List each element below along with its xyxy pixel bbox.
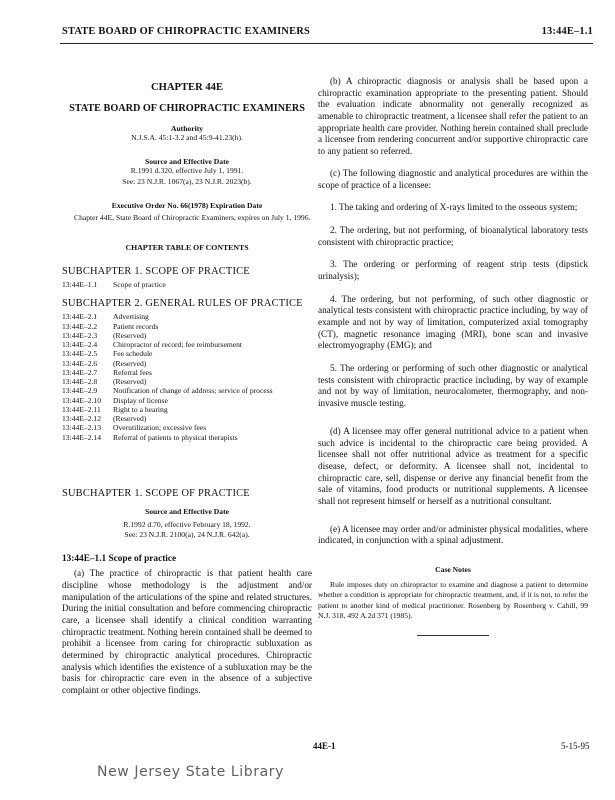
paragraph-e: (e) A licensee may order and/or administer physical modalities, where indicated, in conjunction with a spinal adjustment. [318,523,588,546]
toc-item: 13:44E–2.1 Advertising [62,312,149,322]
header-title: STATE BOARD OF CHIROPRACTIC EXAMINERS [62,26,310,37]
right-column [318,76,588,636]
toc-subchapter-2: SUBCHAPTER 2. GENERAL RULES OF PRACTICE [62,298,303,310]
toc-item: 13:44E–1.1 Scope of practice [62,280,166,289]
toc-item: 13:44E–2.4 Chiropractor of record; fee reimbursement [62,340,243,349]
authority-text: N.J.S.A. 45:1-3.2 and 45:9-41.23(h). [131,133,243,142]
authority-heading: Authority [170,124,204,133]
toc-item: 13:44E–2.10 Display of license [62,395,168,405]
subchapter-1-title: SUBCHAPTER 1. SCOPE OF PRACTICE [62,487,250,499]
list-item-2: 2. The ordering, but not performing, of bioanalytical laboratory tests consistent with chiropractic practice; [318,224,588,247]
sub1-source-line: See: 23 N.J.R. 2100(a), 24 N.J.R. 642(a). [124,530,250,539]
source-line: R.1991 d.320, effective July 1, 1991. [130,166,244,176]
list-item-4: 4. The ordering, but not performing, of such other diagnostic or analytical tests consistent with chiropractic practice including, by way of example and not by way of limitation, computerized axial tomography (CT), magnetic resonance imaging (MRI), bone scan and invasive electromyography (EMG); and [318,293,588,351]
eo-text: Chapter 44E, State Board of Chiropractic Examiners, expires on July 1, 1996. [74,212,311,222]
list-item-5: 5. The ordering or performing of such other diagnostic or analytical tests consistent with chiropractic practice including, by way of example and not by way of limitation, neurocalometer, thermography, and non-invasive muscle testing. [318,363,588,409]
header-rule [60,43,593,44]
chapter-title: STATE BOARD OF CHIROPRACTIC EXAMINERS [69,103,305,114]
sub1-source-heading: Source and Effective Date [144,506,229,516]
toc-item: 13:44E–2.2 Patient records [62,321,159,331]
source-line: See: 23 N.J.R. 1067(a), 23 N.J.R. 2023(b). [122,176,252,186]
header-section: 13:44E–1.1 [541,26,593,37]
toc-item: 13:44E–2.7 Referral fees [62,367,152,377]
toc-item: 13:44E–2.13 Overutilization; excessive fees [62,423,207,433]
list-item-3: 3. The ordering or performing of reagent strip tests (dipstick urinalysis); [318,259,588,281]
running-header [62,26,593,42]
toc-list-1 [62,280,312,289]
page-date: 5-15-95 [561,741,590,751]
case-notes-heading: Case Notes [435,565,471,574]
eo-heading: Executive Order No. 66(1978) Expiration Date [111,200,263,210]
toc-item: 13:44E–2.8 (Reserved) [62,377,147,386]
toc-subchapter-1: SUBCHAPTER 1. SCOPE OF PRACTICE [62,266,250,277]
toc-item: 13:44E–2.9 Notification of change of address; service of process [62,386,273,396]
toc-list-2 [62,312,312,442]
chapter-label: CHAPTER 44E [150,82,224,93]
toc-item: 13:44E–2.3 (Reserved) [62,330,147,340]
toc-item: 13:44E–2.6 (Reserved) [62,358,147,368]
paragraph-b: (b) A chiropractic diagnosis or analysis shall be based upon a chiropractic examination appropriate to the presenting patient. Should the evaluation indicate abnormality not generally recognized as amenable to chiropractic treatment, a licensee shall refer the patient to an appropriate health care provider. Nothing herein contained shall preclude a licensee from rendering concurrent and/or supportive chiropractic care to any patient so referred. [318,76,588,157]
paragraph-d: (d) A licensee may offer general nutritional advice to a patient when such advice is incidental to the chiropractic care being provided. A licensee shall not offer nutritional advice as treatment for a specific disease, defect, or deformity. A licensee shall not, incidental to chiropractic care, sell, dispense or derive any financial benefit from the sale of vitamins, food products or nutritional supplements. A licensee shall not represent himself or herself as a nutritional consultant. [318,425,588,506]
toc-item: 13:44E–2.12 (Reserved) [62,414,147,423]
page-number: 44E-1 [313,741,336,751]
toc-item: 13:44E–2.14 Referral of patients to physical therapists [62,432,238,442]
section-title: 13:44E–1.1 Scope of practice [62,554,177,565]
paragraph-c: (c) The following diagnostic and analytical procedures are within the scope of practice of a licensee: [318,167,588,190]
left-column [62,70,312,697]
toc-title: CHAPTER TABLE OF CONTENTS [125,243,249,252]
toc-item: 13:44E–2.5 Fee schedule [62,349,153,359]
library-stamp: New Jersey State Library [97,764,284,780]
sub1-source-line: R.1992 d.70, effective February 18, 1992. [123,519,251,529]
list-item-1: 1. The taking and ordering of X-rays limited to the osseous system; [330,202,578,213]
source-heading: Source and Effective Date [144,157,229,167]
toc-item: 13:44E–2.11 Right to a hearing [62,404,168,414]
paragraph-a: (a) The practice of chiropractic is that patient health care discipline whose methodology is the adjustment and/or manipulation of the articulations of the spine and related structures. During the initial consultation and before commencing chiropractic care, a licensee shall identify a clinical condition warranting chiropractic treatment. Nothing herein contained shall be deemed to prohibit a licensee from caring for chiropractic subluxation as determined by chiropractic analytical procedures. Chiropractic analysis which identifies the existence of a subluxation may be the basis for chiropractic care even in the absence of a subjective complaint or other objective findings. [62,568,312,696]
end-rule [417,635,489,636]
case-notes-text: Rule imposes duty on chiropractor to examine and diagnose a patient to determine whether a condition is appropriate for chiropractic treatment, and, if it is not, to refer the patient to another kind of medical practitioner. Rosenberg by Rosenberg v. Cahill, 99 N.J. 318, 492 A.2d 371 (1985). [318,580,588,620]
